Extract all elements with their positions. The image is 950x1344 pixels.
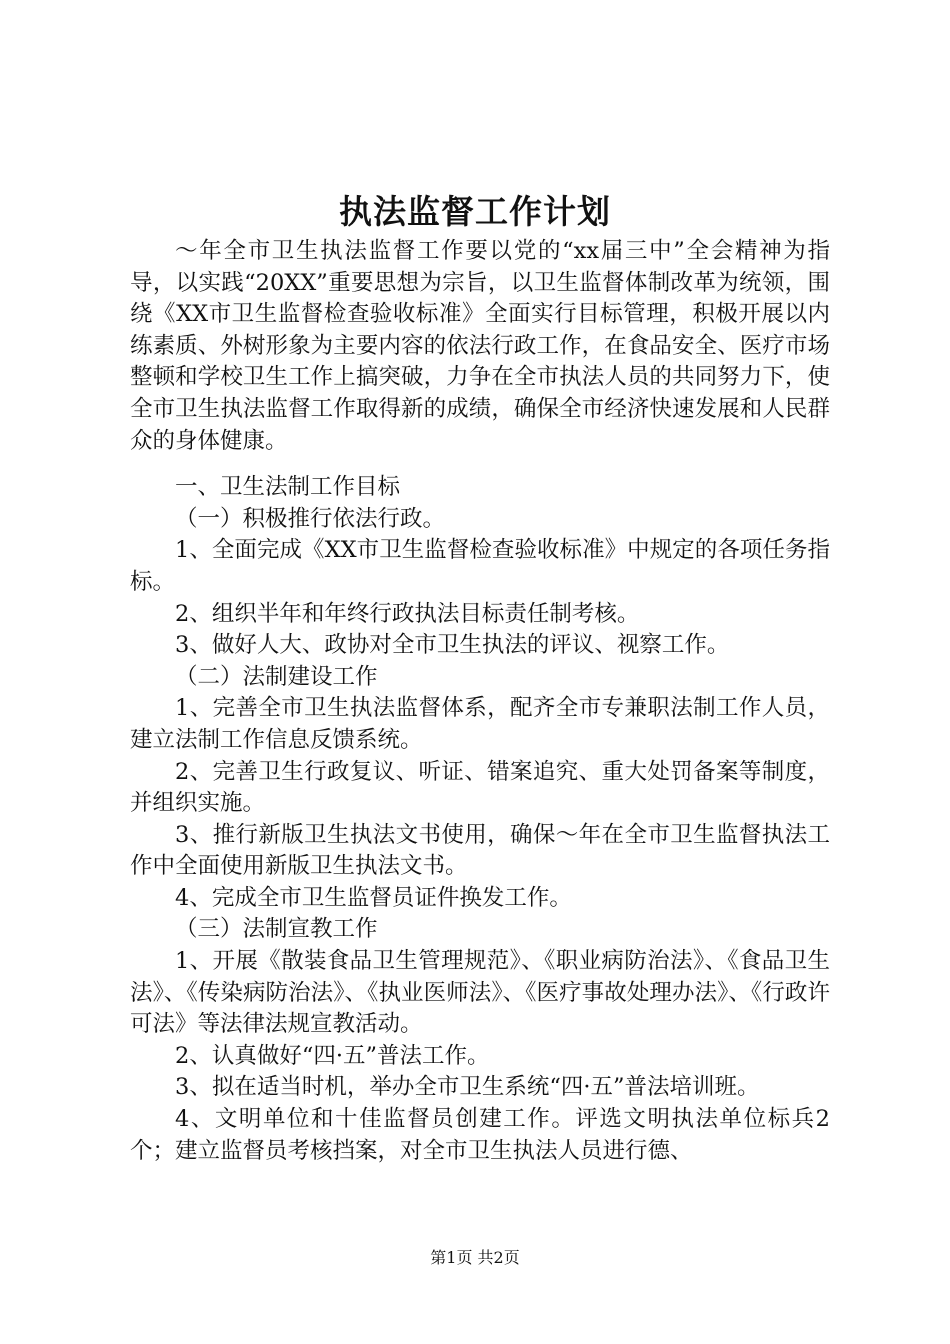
list-item: 2、完善卫生行政复议、听证、错案追究、重大处罚备案等制度，并组织实施。: [130, 758, 830, 817]
section-heading: 一、卫生法制工作目标: [175, 474, 401, 501]
list-item: 3、做好人大、政协对全市卫生执法的评议、视察工作。: [175, 632, 730, 659]
intro-paragraph: ～年全市卫生执法监督工作要以党的“xx届三中”全会精神为指导，以实践“20XX”重要思想为宗旨，以卫生监督体制改革为统领，围绕《XX市卫生监督检查验收标准》全面实行目标管理，积极开展以内练素质、外树形象为主要内容的依法行政工作，在食品安全、医疗市场整顿和学校卫生工作上搞突破，力争在全市执法人员的共同努力下，使全市卫生执法监督工作取得新的成绩，确保全市经济快速发展和人民群众的身体健康。: [130, 238, 830, 454]
list-item: 2、认真做好“四·五”普法工作。: [175, 1042, 490, 1069]
document-title: 执法监督工作计划: [339, 192, 611, 231]
list-item: 4、文明单位和十佳监督员创建工作。评选文明执法单位标兵2个；建立监督员考核挡案，对全市卫生执法人员进行德、: [130, 1106, 830, 1164]
list-item: 3、拟在适当时机，举办全市卫生系统“四·五”普法培训班。: [175, 1074, 760, 1101]
subsection-heading: （一）积极推行依法行政。: [175, 505, 446, 532]
list-item: 4、完成全市卫生监督员证件换发工作。: [175, 884, 572, 911]
list-item: 1、开展《散装食品卫生管理规范》、《职业病防治法》、《食品卫生法》、《传染病防治法》、《执业医师法》、《医疗事故处理办法》、《行政许可法》等法律法规宣教活动。: [130, 948, 830, 1038]
document-body: [130, 236, 830, 1167]
subsection-heading: （三）法制宣教工作: [175, 916, 378, 943]
list-item: 3、推行新版卫生执法文书使用，确保～年在全市卫生监督执法工作中全面使用新版卫生执法文书。: [130, 821, 830, 880]
subsection-heading: （二）法制建设工作: [175, 663, 378, 690]
list-item: 1、全面完成《XX市卫生监督检查验收标准》中规定的各项任务指标。: [130, 537, 830, 595]
page-number: 第1页 共2页: [430, 1248, 520, 1267]
paragraph-gap: [130, 457, 830, 472]
list-item: 1、完善全市卫生执法监督体系，配齐全市专兼职法制工作人员，建立法制工作信息反馈系统。: [130, 695, 830, 753]
list-item: 2、组织半年和年终行政执法目标责任制考核。: [175, 600, 640, 627]
